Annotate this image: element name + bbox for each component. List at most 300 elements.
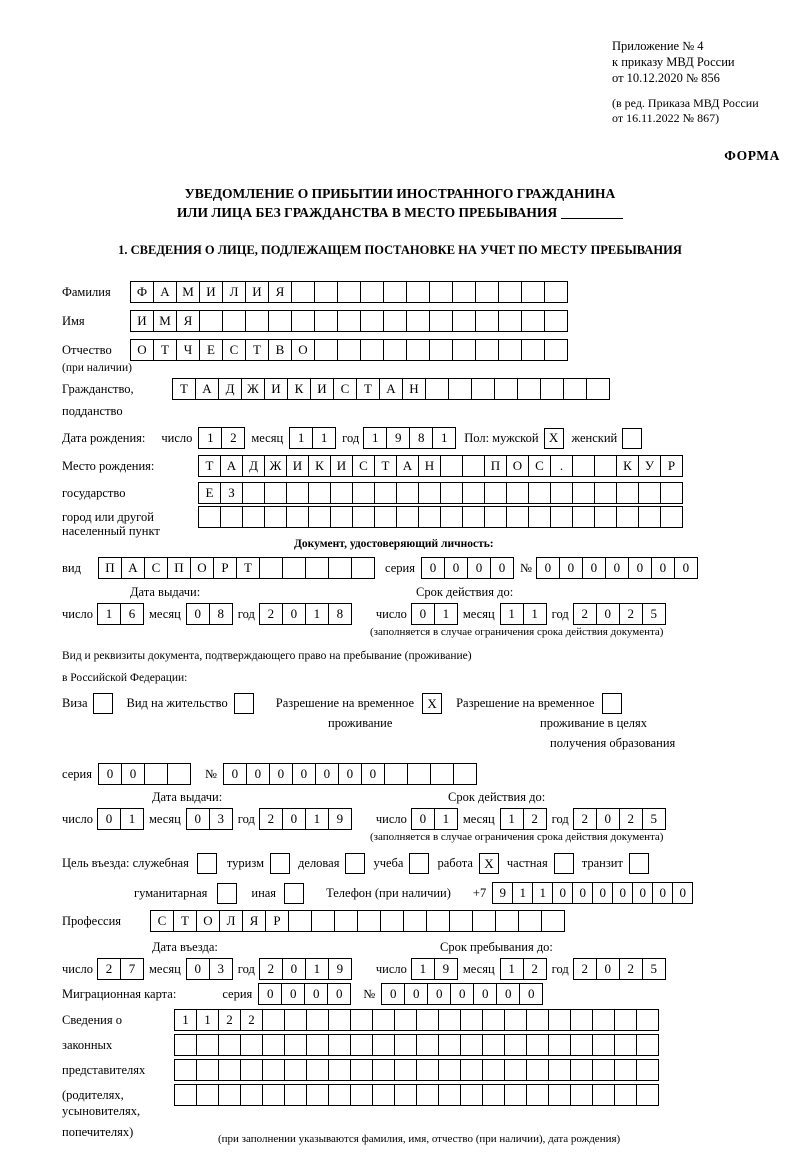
char-cell[interactable]: Т bbox=[236, 557, 260, 579]
char-cell[interactable]: 1 bbox=[500, 808, 524, 830]
char-cell[interactable]: О bbox=[190, 557, 214, 579]
stay-valid-month-input[interactable] bbox=[500, 808, 547, 830]
temp-residence-checkbox[interactable]: X bbox=[422, 693, 442, 714]
char-cell[interactable]: Е bbox=[198, 482, 221, 504]
char-cell[interactable]: 1 bbox=[196, 1009, 219, 1031]
char-cell[interactable]: 0 bbox=[490, 557, 514, 579]
char-cell[interactable] bbox=[284, 1059, 307, 1081]
char-cell[interactable]: 3 bbox=[209, 808, 233, 830]
char-cell[interactable] bbox=[372, 1084, 395, 1106]
residence-checkbox[interactable] bbox=[234, 693, 254, 714]
char-cell[interactable] bbox=[308, 506, 331, 528]
char-cell[interactable] bbox=[306, 1084, 329, 1106]
char-cell[interactable] bbox=[498, 310, 522, 332]
char-cell[interactable] bbox=[570, 1034, 593, 1056]
char-cell[interactable] bbox=[416, 1034, 439, 1056]
char-cell[interactable]: 5 bbox=[642, 808, 666, 830]
char-cell[interactable]: И bbox=[245, 281, 269, 303]
char-cell[interactable] bbox=[222, 310, 246, 332]
stay-issue-year-input[interactable] bbox=[259, 808, 352, 830]
char-cell[interactable] bbox=[174, 1034, 197, 1056]
char-cell[interactable]: Ж bbox=[241, 378, 265, 400]
char-cell[interactable]: 0 bbox=[269, 763, 293, 785]
char-cell[interactable] bbox=[394, 1084, 417, 1106]
char-cell[interactable]: 0 bbox=[612, 882, 633, 904]
char-cell[interactable]: Ф bbox=[130, 281, 154, 303]
char-cell[interactable] bbox=[616, 506, 639, 528]
char-cell[interactable]: 1 bbox=[97, 603, 121, 625]
char-cell[interactable] bbox=[544, 281, 568, 303]
char-cell[interactable] bbox=[438, 1059, 461, 1081]
char-cell[interactable]: 0 bbox=[292, 763, 316, 785]
char-cell[interactable]: 0 bbox=[186, 808, 210, 830]
char-cell[interactable]: 0 bbox=[121, 763, 145, 785]
char-cell[interactable] bbox=[592, 1034, 615, 1056]
char-cell[interactable] bbox=[264, 506, 287, 528]
char-cell[interactable]: К bbox=[616, 455, 639, 477]
char-cell[interactable]: 0 bbox=[381, 983, 405, 1005]
char-cell[interactable]: М bbox=[176, 281, 200, 303]
char-cell[interactable] bbox=[218, 1059, 241, 1081]
char-cell[interactable] bbox=[453, 763, 477, 785]
char-cell[interactable]: Р bbox=[213, 557, 237, 579]
char-cell[interactable] bbox=[306, 1059, 329, 1081]
char-cell[interactable]: С bbox=[528, 455, 551, 477]
char-cell[interactable] bbox=[314, 339, 338, 361]
char-cell[interactable]: Н bbox=[418, 455, 441, 477]
stay-end-month-input[interactable] bbox=[500, 958, 547, 980]
char-cell[interactable]: 0 bbox=[281, 983, 305, 1005]
legal-rep-line-3[interactable] bbox=[174, 1059, 659, 1081]
char-cell[interactable] bbox=[460, 1034, 483, 1056]
char-cell[interactable]: 9 bbox=[434, 958, 458, 980]
char-cell[interactable] bbox=[383, 310, 407, 332]
char-cell[interactable] bbox=[352, 482, 375, 504]
purpose-business-checkbox[interactable] bbox=[345, 853, 365, 874]
char-cell[interactable] bbox=[544, 310, 568, 332]
char-cell[interactable]: Л bbox=[222, 281, 246, 303]
char-cell[interactable] bbox=[218, 1034, 241, 1056]
char-cell[interactable] bbox=[418, 506, 441, 528]
char-cell[interactable]: И bbox=[310, 378, 334, 400]
char-cell[interactable] bbox=[328, 1034, 351, 1056]
birth-place-line-2[interactable] bbox=[198, 482, 683, 504]
char-cell[interactable] bbox=[337, 281, 361, 303]
char-cell[interactable]: 0 bbox=[536, 557, 560, 579]
char-cell[interactable]: Р bbox=[660, 455, 683, 477]
char-cell[interactable] bbox=[262, 1009, 285, 1031]
birth-month-input[interactable] bbox=[289, 427, 336, 449]
char-cell[interactable] bbox=[240, 1059, 263, 1081]
char-cell[interactable] bbox=[268, 310, 292, 332]
char-cell[interactable]: Р bbox=[265, 910, 289, 932]
char-cell[interactable]: 9 bbox=[492, 882, 513, 904]
char-cell[interactable]: 0 bbox=[652, 882, 673, 904]
char-cell[interactable] bbox=[360, 310, 384, 332]
char-cell[interactable] bbox=[407, 763, 431, 785]
char-cell[interactable] bbox=[614, 1059, 637, 1081]
char-cell[interactable] bbox=[284, 1084, 307, 1106]
char-cell[interactable]: А bbox=[153, 281, 177, 303]
char-cell[interactable] bbox=[245, 310, 269, 332]
char-cell[interactable] bbox=[572, 506, 595, 528]
char-cell[interactable]: 0 bbox=[282, 958, 306, 980]
doc-valid-day-input[interactable] bbox=[411, 603, 458, 625]
doc-valid-year-input[interactable] bbox=[573, 603, 666, 625]
purpose-work-checkbox[interactable]: X bbox=[479, 853, 499, 874]
char-cell[interactable]: 0 bbox=[582, 557, 606, 579]
char-cell[interactable] bbox=[504, 1059, 527, 1081]
char-cell[interactable] bbox=[416, 1084, 439, 1106]
char-cell[interactable] bbox=[383, 339, 407, 361]
char-cell[interactable]: Т bbox=[356, 378, 380, 400]
char-cell[interactable] bbox=[259, 557, 283, 579]
char-cell[interactable] bbox=[286, 506, 309, 528]
char-cell[interactable] bbox=[563, 378, 587, 400]
profession-input[interactable] bbox=[150, 910, 565, 932]
char-cell[interactable] bbox=[570, 1059, 593, 1081]
char-cell[interactable] bbox=[636, 1084, 659, 1106]
char-cell[interactable] bbox=[452, 281, 476, 303]
stay-valid-day-input[interactable] bbox=[411, 808, 458, 830]
char-cell[interactable] bbox=[544, 339, 568, 361]
char-cell[interactable] bbox=[594, 455, 617, 477]
char-cell[interactable]: Т bbox=[374, 455, 397, 477]
char-cell[interactable]: А bbox=[220, 455, 243, 477]
char-cell[interactable]: 0 bbox=[632, 882, 653, 904]
char-cell[interactable] bbox=[570, 1009, 593, 1031]
char-cell[interactable]: С bbox=[222, 339, 246, 361]
char-cell[interactable]: 1 bbox=[198, 427, 222, 449]
stay-end-day-input[interactable] bbox=[411, 958, 458, 980]
doc-number-input[interactable] bbox=[536, 557, 698, 579]
char-cell[interactable] bbox=[482, 1009, 505, 1031]
char-cell[interactable]: К bbox=[287, 378, 311, 400]
char-cell[interactable] bbox=[586, 378, 610, 400]
char-cell[interactable] bbox=[526, 1009, 549, 1031]
char-cell[interactable] bbox=[548, 1084, 571, 1106]
char-cell[interactable]: 5 bbox=[642, 958, 666, 980]
stay-valid-year-input[interactable] bbox=[573, 808, 666, 830]
doc-series-input[interactable] bbox=[421, 557, 514, 579]
char-cell[interactable]: 0 bbox=[450, 983, 474, 1005]
char-cell[interactable]: 0 bbox=[444, 557, 468, 579]
char-cell[interactable]: 2 bbox=[619, 958, 643, 980]
char-cell[interactable] bbox=[288, 910, 312, 932]
char-cell[interactable] bbox=[506, 482, 529, 504]
char-cell[interactable]: 2 bbox=[573, 808, 597, 830]
char-cell[interactable]: 0 bbox=[282, 808, 306, 830]
entry-month-input[interactable] bbox=[186, 958, 233, 980]
char-cell[interactable] bbox=[592, 1009, 615, 1031]
char-cell[interactable] bbox=[264, 482, 287, 504]
birth-year-input[interactable] bbox=[363, 427, 456, 449]
char-cell[interactable]: С bbox=[144, 557, 168, 579]
char-cell[interactable]: 7 bbox=[120, 958, 144, 980]
char-cell[interactable] bbox=[429, 281, 453, 303]
char-cell[interactable] bbox=[504, 1034, 527, 1056]
char-cell[interactable] bbox=[384, 763, 408, 785]
char-cell[interactable] bbox=[306, 1009, 329, 1031]
char-cell[interactable]: И bbox=[130, 310, 154, 332]
char-cell[interactable] bbox=[240, 1084, 263, 1106]
char-cell[interactable] bbox=[416, 1009, 439, 1031]
char-cell[interactable]: 1 bbox=[434, 603, 458, 625]
char-cell[interactable] bbox=[572, 455, 595, 477]
char-cell[interactable]: Д bbox=[218, 378, 242, 400]
char-cell[interactable] bbox=[660, 482, 683, 504]
char-cell[interactable] bbox=[394, 1009, 417, 1031]
legal-rep-line-4[interactable] bbox=[174, 1084, 659, 1106]
char-cell[interactable]: А bbox=[195, 378, 219, 400]
char-cell[interactable] bbox=[374, 482, 397, 504]
char-cell[interactable]: 2 bbox=[619, 808, 643, 830]
char-cell[interactable]: 0 bbox=[327, 983, 351, 1005]
char-cell[interactable]: 0 bbox=[411, 808, 435, 830]
char-cell[interactable]: И bbox=[264, 378, 288, 400]
char-cell[interactable] bbox=[330, 506, 353, 528]
sex-female-checkbox[interactable] bbox=[622, 428, 642, 449]
char-cell[interactable] bbox=[425, 378, 449, 400]
char-cell[interactable]: 0 bbox=[98, 763, 122, 785]
stay-series-input[interactable] bbox=[98, 763, 191, 785]
char-cell[interactable] bbox=[426, 910, 450, 932]
visa-checkbox[interactable] bbox=[93, 693, 113, 714]
char-cell[interactable]: 0 bbox=[651, 557, 675, 579]
char-cell[interactable]: 2 bbox=[573, 603, 597, 625]
char-cell[interactable]: О bbox=[291, 339, 315, 361]
char-cell[interactable]: 0 bbox=[186, 958, 210, 980]
char-cell[interactable] bbox=[167, 763, 191, 785]
char-cell[interactable]: 0 bbox=[421, 557, 445, 579]
char-cell[interactable] bbox=[380, 910, 404, 932]
char-cell[interactable]: Т bbox=[245, 339, 269, 361]
char-cell[interactable] bbox=[440, 506, 463, 528]
char-cell[interactable] bbox=[475, 339, 499, 361]
birth-place-line-3[interactable] bbox=[198, 506, 683, 528]
sex-male-checkbox[interactable]: X bbox=[544, 428, 564, 449]
char-cell[interactable] bbox=[521, 310, 545, 332]
legal-rep-line-1[interactable] bbox=[174, 1009, 659, 1031]
char-cell[interactable] bbox=[242, 482, 265, 504]
char-cell[interactable] bbox=[429, 339, 453, 361]
char-cell[interactable] bbox=[416, 1059, 439, 1081]
char-cell[interactable] bbox=[594, 506, 617, 528]
char-cell[interactable] bbox=[308, 482, 331, 504]
char-cell[interactable]: Я bbox=[268, 281, 292, 303]
char-cell[interactable] bbox=[394, 1034, 417, 1056]
char-cell[interactable] bbox=[438, 1084, 461, 1106]
char-cell[interactable]: Т bbox=[198, 455, 221, 477]
char-cell[interactable] bbox=[314, 281, 338, 303]
char-cell[interactable] bbox=[330, 482, 353, 504]
char-cell[interactable] bbox=[284, 1034, 307, 1056]
char-cell[interactable]: Я bbox=[242, 910, 266, 932]
char-cell[interactable]: 0 bbox=[404, 983, 428, 1005]
char-cell[interactable]: 1 bbox=[363, 427, 387, 449]
char-cell[interactable]: Н bbox=[402, 378, 426, 400]
char-cell[interactable] bbox=[475, 310, 499, 332]
char-cell[interactable] bbox=[218, 1084, 241, 1106]
char-cell[interactable]: П bbox=[167, 557, 191, 579]
char-cell[interactable] bbox=[350, 1009, 373, 1031]
char-cell[interactable]: 2 bbox=[259, 603, 283, 625]
char-cell[interactable]: И bbox=[199, 281, 223, 303]
char-cell[interactable] bbox=[448, 378, 472, 400]
char-cell[interactable] bbox=[440, 455, 463, 477]
char-cell[interactable] bbox=[282, 557, 306, 579]
char-cell[interactable] bbox=[526, 1084, 549, 1106]
char-cell[interactable] bbox=[311, 910, 335, 932]
purpose-other-checkbox[interactable] bbox=[284, 883, 304, 904]
migration-series-input[interactable] bbox=[258, 983, 351, 1005]
phone-input[interactable] bbox=[492, 882, 693, 904]
char-cell[interactable]: 3 bbox=[209, 958, 233, 980]
char-cell[interactable]: У bbox=[638, 455, 661, 477]
char-cell[interactable]: 1 bbox=[500, 958, 524, 980]
char-cell[interactable]: 0 bbox=[473, 983, 497, 1005]
char-cell[interactable] bbox=[242, 506, 265, 528]
char-cell[interactable] bbox=[526, 1034, 549, 1056]
char-cell[interactable]: 0 bbox=[258, 983, 282, 1005]
char-cell[interactable] bbox=[328, 557, 352, 579]
char-cell[interactable] bbox=[352, 506, 375, 528]
char-cell[interactable] bbox=[638, 506, 661, 528]
char-cell[interactable]: И bbox=[330, 455, 353, 477]
char-cell[interactable] bbox=[517, 378, 541, 400]
char-cell[interactable]: К bbox=[308, 455, 331, 477]
char-cell[interactable] bbox=[548, 1034, 571, 1056]
char-cell[interactable]: 2 bbox=[523, 958, 547, 980]
char-cell[interactable] bbox=[406, 310, 430, 332]
char-cell[interactable]: 1 bbox=[500, 603, 524, 625]
char-cell[interactable] bbox=[504, 1009, 527, 1031]
char-cell[interactable]: З bbox=[220, 482, 243, 504]
char-cell[interactable]: И bbox=[286, 455, 309, 477]
surname-input[interactable] bbox=[130, 281, 568, 303]
char-cell[interactable] bbox=[430, 763, 454, 785]
char-cell[interactable]: 8 bbox=[409, 427, 433, 449]
birth-day-input[interactable] bbox=[198, 427, 245, 449]
char-cell[interactable] bbox=[196, 1084, 219, 1106]
char-cell[interactable] bbox=[638, 482, 661, 504]
char-cell[interactable]: Т bbox=[172, 378, 196, 400]
char-cell[interactable] bbox=[196, 1059, 219, 1081]
char-cell[interactable] bbox=[334, 910, 358, 932]
char-cell[interactable] bbox=[396, 506, 419, 528]
char-cell[interactable]: Ч bbox=[176, 339, 200, 361]
char-cell[interactable]: 6 bbox=[120, 603, 144, 625]
char-cell[interactable] bbox=[144, 763, 168, 785]
char-cell[interactable]: 1 bbox=[312, 427, 336, 449]
char-cell[interactable] bbox=[438, 1034, 461, 1056]
char-cell[interactable]: 0 bbox=[519, 983, 543, 1005]
stay-issue-month-input[interactable] bbox=[186, 808, 233, 830]
char-cell[interactable] bbox=[498, 281, 522, 303]
char-cell[interactable]: 9 bbox=[386, 427, 410, 449]
char-cell[interactable] bbox=[440, 482, 463, 504]
purpose-tourism-checkbox[interactable] bbox=[270, 853, 290, 874]
char-cell[interactable] bbox=[636, 1059, 659, 1081]
char-cell[interactable]: О bbox=[196, 910, 220, 932]
char-cell[interactable] bbox=[550, 506, 573, 528]
char-cell[interactable] bbox=[506, 506, 529, 528]
char-cell[interactable]: 0 bbox=[559, 557, 583, 579]
char-cell[interactable] bbox=[521, 339, 545, 361]
char-cell[interactable]: 0 bbox=[592, 882, 613, 904]
char-cell[interactable] bbox=[521, 281, 545, 303]
char-cell[interactable] bbox=[572, 482, 595, 504]
char-cell[interactable]: 1 bbox=[289, 427, 313, 449]
doc-issue-year-input[interactable] bbox=[259, 603, 352, 625]
char-cell[interactable] bbox=[452, 310, 476, 332]
char-cell[interactable]: Д bbox=[242, 455, 265, 477]
char-cell[interactable] bbox=[482, 1034, 505, 1056]
char-cell[interactable]: 0 bbox=[596, 603, 620, 625]
char-cell[interactable] bbox=[472, 910, 496, 932]
char-cell[interactable] bbox=[374, 506, 397, 528]
char-cell[interactable]: С bbox=[150, 910, 174, 932]
char-cell[interactable] bbox=[305, 557, 329, 579]
purpose-private-checkbox[interactable] bbox=[554, 853, 574, 874]
char-cell[interactable]: 0 bbox=[674, 557, 698, 579]
char-cell[interactable] bbox=[350, 1034, 373, 1056]
char-cell[interactable]: 5 bbox=[642, 603, 666, 625]
purpose-transit-checkbox[interactable] bbox=[629, 853, 649, 874]
char-cell[interactable] bbox=[462, 455, 485, 477]
char-cell[interactable] bbox=[482, 1059, 505, 1081]
char-cell[interactable] bbox=[484, 506, 507, 528]
char-cell[interactable] bbox=[616, 482, 639, 504]
char-cell[interactable] bbox=[262, 1034, 285, 1056]
char-cell[interactable] bbox=[548, 1059, 571, 1081]
char-cell[interactable] bbox=[460, 1059, 483, 1081]
char-cell[interactable]: С bbox=[333, 378, 357, 400]
char-cell[interactable] bbox=[337, 310, 361, 332]
char-cell[interactable]: Ж bbox=[264, 455, 287, 477]
char-cell[interactable]: 9 bbox=[328, 808, 352, 830]
purpose-study-checkbox[interactable] bbox=[409, 853, 429, 874]
char-cell[interactable]: 1 bbox=[120, 808, 144, 830]
char-cell[interactable]: 2 bbox=[619, 603, 643, 625]
stay-number-input[interactable] bbox=[223, 763, 477, 785]
char-cell[interactable] bbox=[357, 910, 381, 932]
char-cell[interactable]: 9 bbox=[328, 958, 352, 980]
char-cell[interactable] bbox=[198, 506, 221, 528]
patronymic-input[interactable] bbox=[130, 339, 568, 361]
char-cell[interactable]: 1 bbox=[305, 808, 329, 830]
char-cell[interactable]: 1 bbox=[432, 427, 456, 449]
char-cell[interactable]: 0 bbox=[304, 983, 328, 1005]
char-cell[interactable] bbox=[262, 1059, 285, 1081]
char-cell[interactable]: С bbox=[352, 455, 375, 477]
char-cell[interactable] bbox=[284, 1009, 307, 1031]
char-cell[interactable] bbox=[360, 281, 384, 303]
char-cell[interactable] bbox=[471, 378, 495, 400]
char-cell[interactable] bbox=[350, 1059, 373, 1081]
char-cell[interactable] bbox=[351, 557, 375, 579]
char-cell[interactable]: 0 bbox=[496, 983, 520, 1005]
char-cell[interactable] bbox=[460, 1084, 483, 1106]
char-cell[interactable]: Е bbox=[199, 339, 223, 361]
char-cell[interactable] bbox=[406, 339, 430, 361]
char-cell[interactable] bbox=[403, 910, 427, 932]
char-cell[interactable]: П bbox=[484, 455, 507, 477]
purpose-humanitarian-checkbox[interactable] bbox=[217, 883, 237, 904]
char-cell[interactable]: А bbox=[396, 455, 419, 477]
char-cell[interactable] bbox=[418, 482, 441, 504]
char-cell[interactable]: 2 bbox=[259, 958, 283, 980]
